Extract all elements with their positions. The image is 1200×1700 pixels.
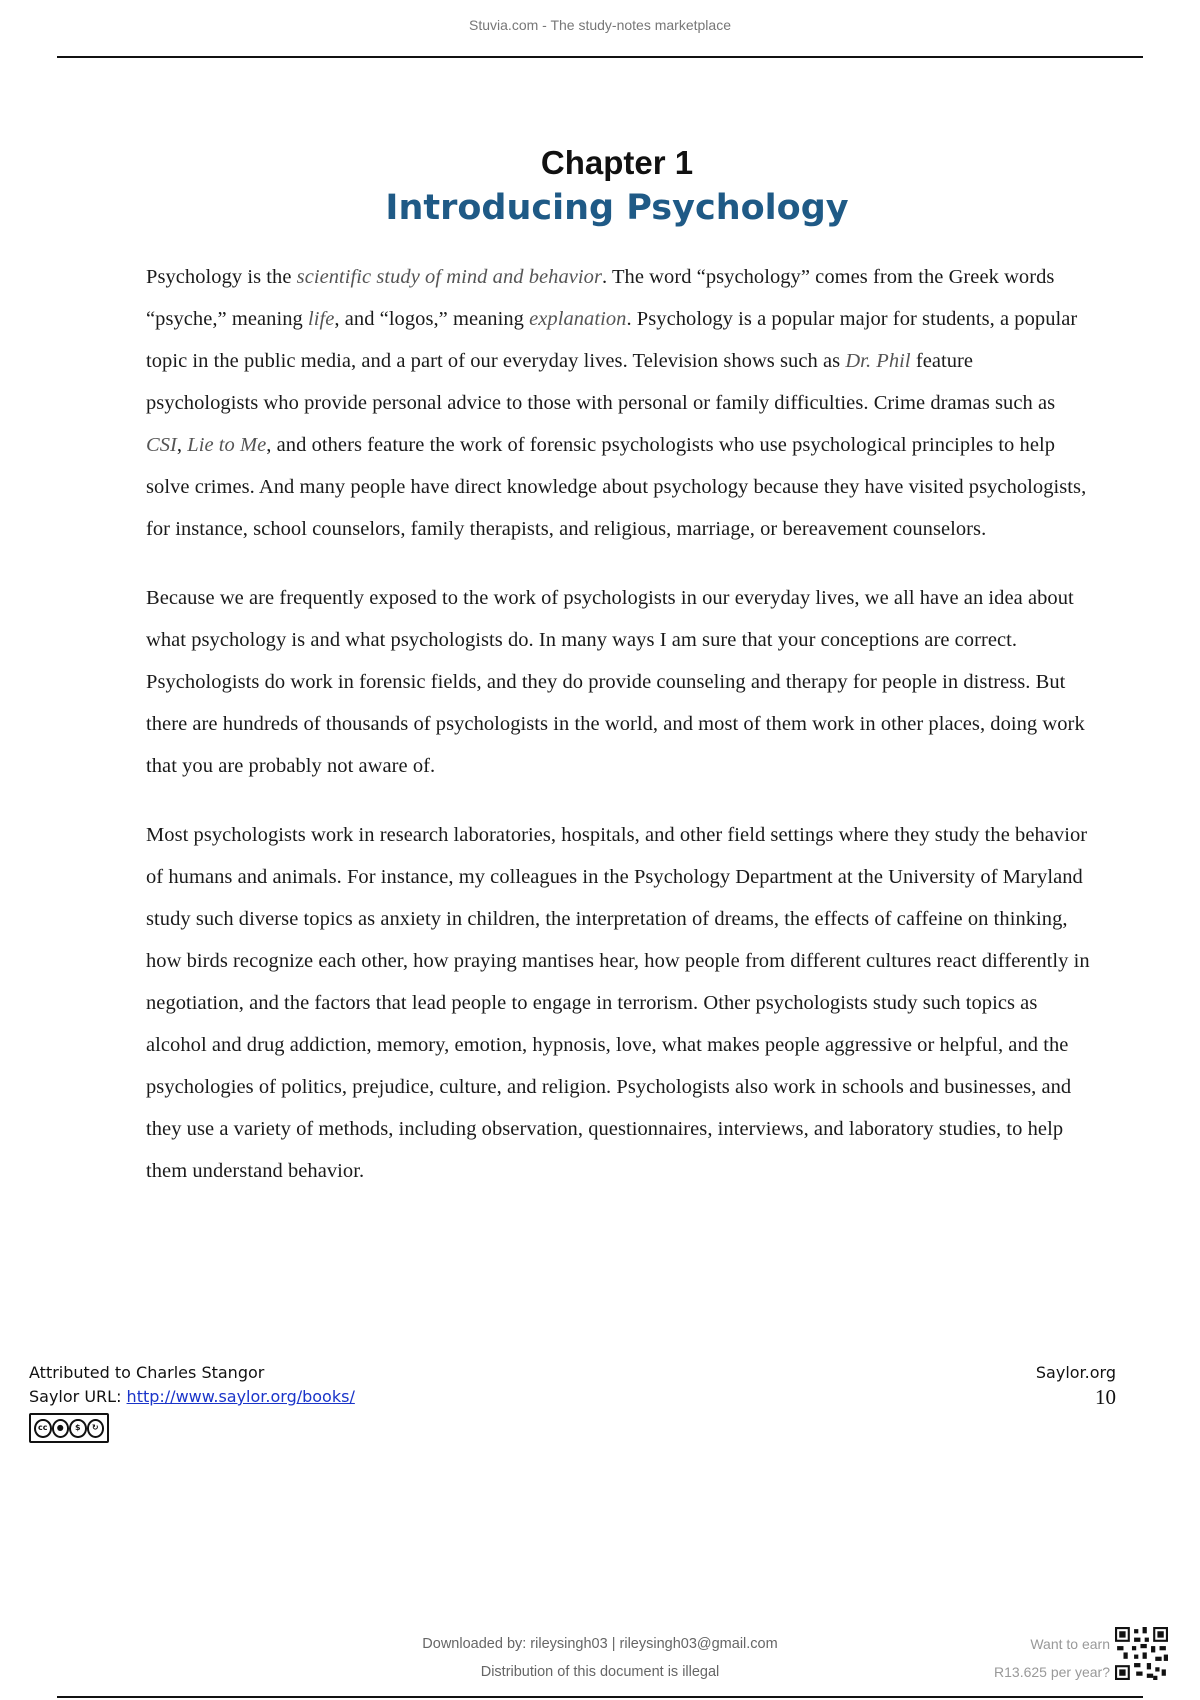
italic-text: CSI (146, 434, 177, 456)
site-header: Stuvia.com - The study-notes marketplace (469, 17, 731, 33)
footer-rule (57, 1696, 1143, 1698)
italic-text: Dr. Phil (845, 350, 911, 372)
body-paragraph (146, 577, 1090, 787)
earn-promo[interactable] (994, 1630, 1110, 1686)
body-paragraph (146, 814, 1090, 1192)
text-run: Because we are frequently exposed to the work of psychologists in our everyday lives, we all have an idea about what psychology is and what psychologists do. In many ways I am sure that your conceptions are correct. Psychologists do work in forensic fields, and they do provide counseling and therapy for people in distress. But there are hundreds of thousands of psychologists in the world, and most of them work in other places, doing work that you are probably not aware of. (146, 587, 1085, 777)
text-run: . Psychology is a popular major for students, a popular topic in the public media, and a part of our everyday lives. Television shows such as (146, 308, 1078, 372)
text-run: Psychology is the (146, 266, 297, 288)
saylor-url-line (29, 1385, 355, 1409)
text-run: . The word “psychology” comes from the Greek words “psyche,” meaning (146, 266, 1055, 330)
text-run: , and others feature the work of forensic psychologists who use psychological principles to help solve crimes. And many people have direct knowledge about psychology because they have visited psychologists, for instance, school counselors, family therapists, and religious, marriage, or bereavement counselors. (146, 434, 1087, 540)
italic-text: Lie to Me (187, 434, 267, 456)
header-rule (57, 56, 1143, 58)
attribution-block (29, 1361, 355, 1443)
italic-text: scientific study of mind and behavior (296, 266, 602, 288)
text-run: , and “logos,” meaning (334, 308, 530, 330)
chapter-title: Introducing Psychology (385, 188, 849, 228)
page-number: 10 (1095, 1385, 1116, 1409)
qr-code-icon[interactable] (1115, 1627, 1168, 1680)
italic-text: life (308, 308, 335, 330)
document-body (146, 256, 1090, 1219)
chapter-number: Chapter 1 (540, 144, 694, 181)
downloaded-by: Downloaded by: rileysingh03 | rileysingh03@gmail.com (422, 1636, 778, 1652)
attribution-text: Attributed to Charles Stangor (29, 1363, 265, 1382)
text-run: Most psychologists work in research laboratories, hospitals, and other field settings where they study the behavior of humans and animals. For instance, my colleagues in the Psychology Department at the University of Maryland study such diverse topics as anxiety in children, the interpretation of dreams, the effects of caffeine on thinking, how birds recognize each other, how praying mantises hear, how people from different cultures react differently in negotiation, and the factors that lead people to engage in terrorism. Other psychologists study such topics as alcohol and drug addiction, memory, emotion, hypnosis, love, what makes people aggressive or helpful, and the psychologies of politics, prejudice, culture, and religion. Psychologists also work in schools and businesses, and they use a variety of methods, including observation, questionnaires, interviews, and laboratory studies, to help them understand behavior. (146, 824, 1090, 1182)
earn-promo-line1: Want to earn (1030, 1636, 1110, 1652)
publisher-name: Saylor.org (1035, 1363, 1116, 1382)
earn-promo-line2: R13.625 per year? (994, 1664, 1110, 1680)
body-paragraph (146, 256, 1090, 550)
cc-by-nc-sa-icon: cc ● $ ↻ (29, 1413, 109, 1443)
distribution-warning: Distribution of this document is illegal (480, 1664, 720, 1680)
text-run: , (176, 434, 188, 456)
publisher-block (1036, 1361, 1116, 1409)
saylor-url-label: Saylor URL: (29, 1387, 127, 1406)
italic-text: explanation (529, 308, 627, 330)
saylor-url-link[interactable]: http://www.saylor.org/books/ (126, 1387, 355, 1406)
text-run: feature psychologists who provide personal advice to those with personal or family difficulties. Crime dramas such as (146, 350, 1056, 414)
